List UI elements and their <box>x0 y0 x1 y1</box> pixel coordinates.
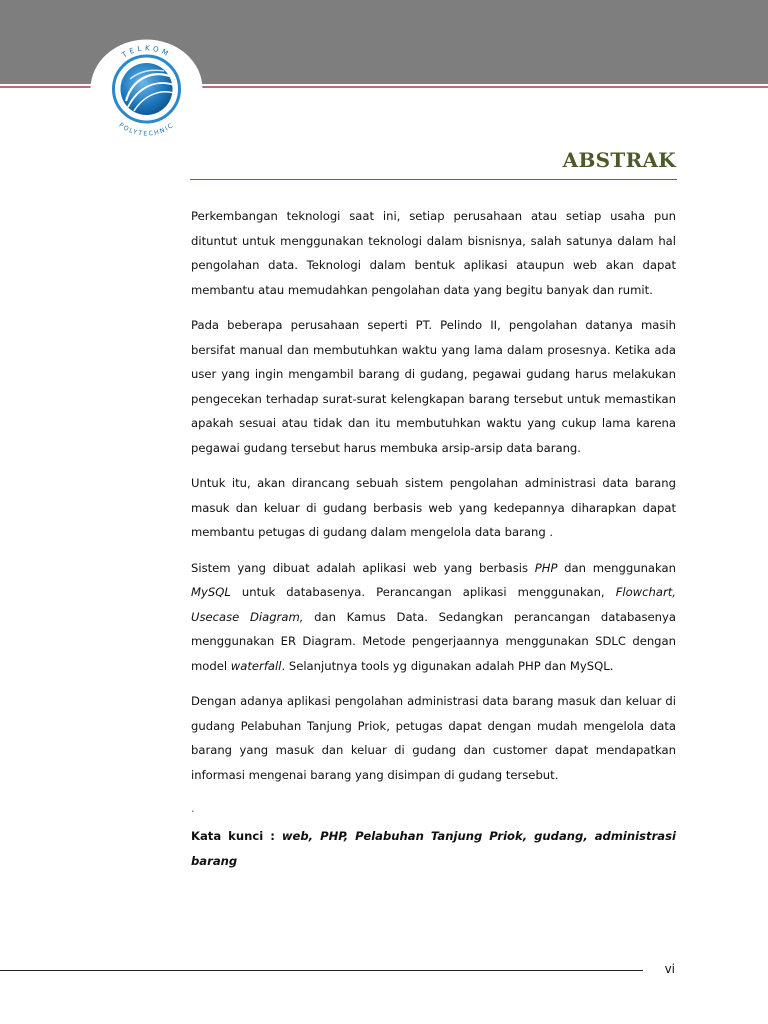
abstract-paragraph <box>191 689 676 787</box>
page-title: ABSTRAK <box>562 148 676 172</box>
footer-rule <box>0 970 643 971</box>
red-mark: . <box>191 801 195 815</box>
paragraph-text: . Selanjutnya tools yg digunakan adalah PHP dan MySQL. <box>281 658 614 673</box>
abstract-paragraph <box>191 204 676 302</box>
paragraph-text: Pada beberapa perusahaan seperti PT. Pelindo II, pengolahan datanya masih bersifat manual dan membutuhkan waktu yang lama dalam prosesnya. Ketika ada user yang ingin mengambil barang di gudang, pegawai gudang harus melakukan pengecekan terhadap surat-surat kelengkapan barang tersebut untuk memastikan apakah sesuai atau tidak dan itu membutuhkan waktu yang cukup lama karena pegawai gudang tersebut harus membuka arsip-arsip data barang. <box>191 318 676 455</box>
paragraph-text: Untuk itu, akan dirancang sebuah sistem pengolahan administrasi data barang masuk dan keluar di gudang berbasis web yang kedepannya diharapkan dapat membantu petugas di gudang dalam mengelola data barang . <box>191 476 676 539</box>
italic-term: PHP <box>534 560 558 575</box>
paragraph-text: Dengan adanya aplikasi pengolahan administrasi data barang masuk dan keluar di gudang Pelabuhan Tanjung Priok, petugas dapat dengan mudah mengelola data barang yang masuk dan keluar di gudang dan customer dapat mendapatkan informasi mengenai barang yang disimpan di gudang tersebut. <box>191 694 676 782</box>
title-underline <box>190 179 677 180</box>
italic-term: MySQL <box>191 585 231 599</box>
abstract-paragraphs <box>191 204 676 787</box>
abstract-paragraph <box>191 556 676 679</box>
italic-term: waterfall <box>230 658 282 673</box>
paragraph-text: untuk databasenya. Perancangan aplikasi menggunakan, <box>230 585 616 599</box>
page-number: vi <box>664 962 675 976</box>
svg-text:TELKOM: TELKOM <box>120 43 173 60</box>
paragraph-text: Sistem yang dibuat adalah aplikasi web yang berbasis <box>191 560 535 575</box>
paragraph-text: dan Kamus Data. Sedangkan perancangan databasenya menggunakan ER Diagram. Metode pengerjaannya menggunakan SDLC dengan model <box>191 609 676 673</box>
paragraph-text: dan menggunakan <box>557 560 676 575</box>
italic-term: Flowchart, Usecase Diagram, <box>191 585 676 624</box>
telkom-polytechnic-logo-icon <box>90 39 203 139</box>
keywords-value: web, PHP, Pelabuhan Tanjung Priok, gudang, administrasi barang <box>191 829 676 868</box>
keywords-label: Kata kunci : <box>191 829 282 843</box>
keywords-line <box>191 824 676 873</box>
abstract-paragraph <box>191 471 676 545</box>
paragraph-text: Perkembangan teknologi saat ini, setiap perusahaan atau setiap usaha pun dituntut untuk menggunakan teknologi dalam bisnisnya, salah satunya dalam hal pengolahan data. Teknologi dalam bentuk aplikasi ataupun web akan dapat membantu atau memudahkan pengolahan data yang begitu banyak dan rumit. <box>191 209 676 297</box>
abstract-paragraph <box>191 313 676 460</box>
svg-text:POLYTECHNIC: POLYTECHNIC <box>117 121 176 138</box>
abstract-body <box>191 204 676 884</box>
